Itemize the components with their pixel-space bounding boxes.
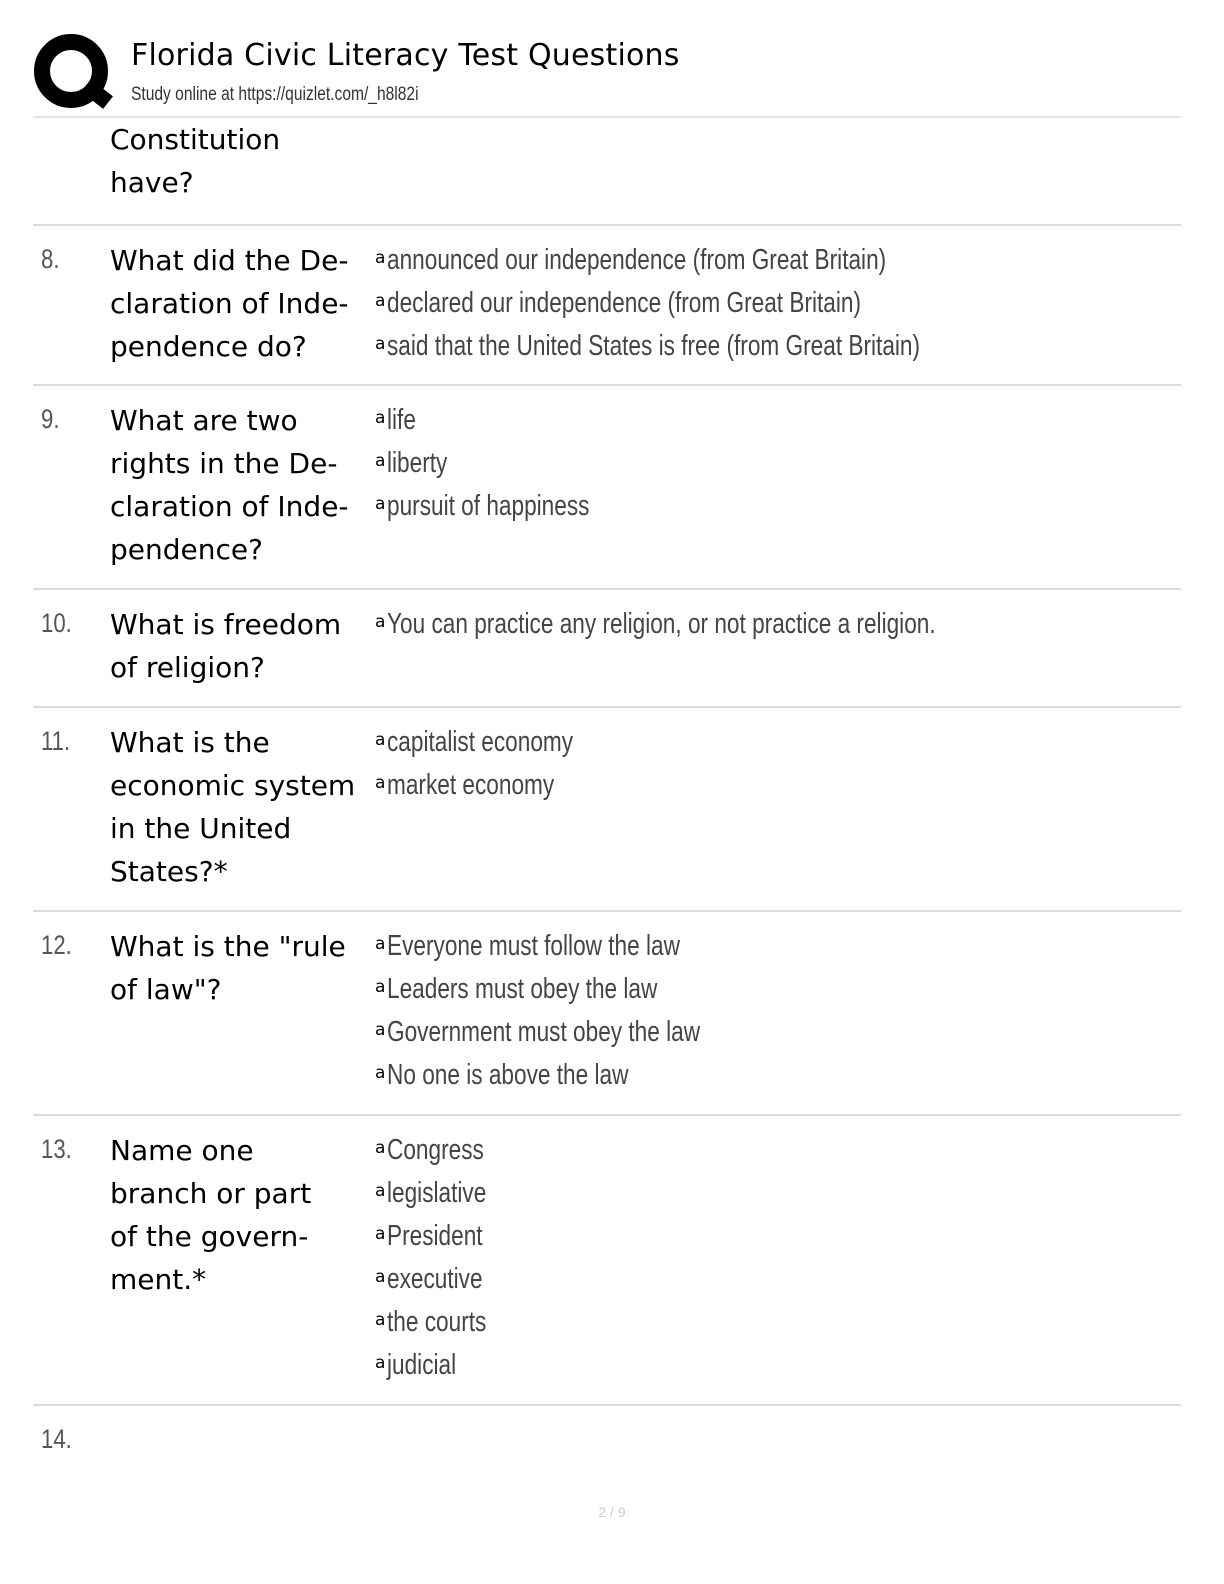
page-title: Florida Civic Literacy Test Questions — [131, 38, 680, 73]
flashcard-row — [33, 386, 1181, 590]
answer-item: aexecutive — [375, 1258, 1175, 1301]
term-line: Constitution — [110, 123, 281, 156]
flashcard-row — [33, 1116, 1181, 1406]
bullet-marker: a — [375, 248, 386, 268]
page-header — [0, 0, 1224, 118]
bullet-marker: a — [375, 1063, 386, 1083]
definition-list — [375, 239, 1175, 368]
term-line: of law"? — [110, 973, 222, 1006]
answer-item: adeclared our independence (from Great Britain) — [375, 282, 1175, 325]
answer-item: acapitalist economy — [375, 721, 1175, 764]
term-line: pendence? — [110, 533, 263, 566]
answer-item: athe courts — [375, 1301, 1175, 1344]
bullet-marker: a — [375, 934, 386, 954]
answer-item: ajudicial — [375, 1344, 1175, 1387]
term-line: pendence do? — [110, 330, 307, 363]
bullet-marker: a — [375, 1020, 386, 1040]
answer-item: alegislative — [375, 1172, 1175, 1215]
term-line: What is the "rule — [110, 930, 346, 963]
term-line: branch or part — [110, 1177, 312, 1210]
answer-item: aNo one is above the law — [375, 1054, 1175, 1097]
term-text — [110, 925, 376, 1011]
answer-item: aannounced our independence (from Great Britain) — [375, 239, 1175, 282]
flashcard-row — [33, 590, 1181, 708]
answer-item: amarket economy — [375, 764, 1175, 807]
term-text — [110, 239, 376, 368]
bullet-marker: a — [375, 977, 386, 997]
answer-item: aCongress — [375, 1129, 1175, 1172]
bullet-marker: a — [375, 1224, 386, 1244]
term-line: of the govern- — [110, 1220, 309, 1253]
definition-list — [375, 721, 1175, 807]
answer-item: alife — [375, 399, 1175, 442]
card-number: 8. — [41, 244, 60, 274]
bullet-marker: a — [375, 1353, 386, 1373]
term-line: ment.* — [110, 1263, 207, 1296]
answer-item: apursuit of happiness — [375, 485, 1175, 528]
flashcard-row — [33, 912, 1181, 1116]
bullet-marker: a — [375, 612, 386, 632]
quizlet-logo-icon — [33, 34, 113, 112]
term-text — [110, 721, 376, 893]
term-line: States?* — [110, 855, 228, 888]
flashcard-row — [33, 1406, 1181, 1476]
definition-list — [375, 399, 1175, 528]
bullet-marker: a — [375, 730, 386, 750]
card-number: 12. — [41, 930, 72, 960]
bullet-marker: a — [375, 334, 386, 354]
term-text — [110, 118, 376, 204]
term-line: claration of Inde- — [110, 490, 349, 523]
page-number: 2 / 9 — [598, 1504, 626, 1520]
answer-item: asaid that the United States is free (from Great Britain) — [375, 325, 1175, 368]
flashcard-row — [33, 226, 1181, 386]
term-line: What are two — [110, 404, 298, 437]
flashcard-list — [0, 118, 1224, 1476]
answer-item: aLeaders must obey the law — [375, 968, 1175, 1011]
bullet-marker: a — [375, 1181, 386, 1201]
answer-item: aGovernment must obey the law — [375, 1011, 1175, 1054]
term-text — [110, 1129, 376, 1301]
bullet-marker: a — [375, 1310, 386, 1330]
card-number: 14. — [41, 1424, 72, 1454]
term-line: Name one — [110, 1134, 254, 1167]
study-online-link[interactable]: Study online at https://quizlet.com/_h8l82i — [131, 84, 419, 105]
answer-item: aYou can practice any religion, or not practice a religion. — [375, 603, 1175, 646]
definition-list — [375, 1129, 1175, 1387]
card-number: 11. — [41, 726, 71, 756]
answer-item: aPresident — [375, 1215, 1175, 1258]
bullet-marker: a — [375, 451, 386, 471]
term-line: What is the — [110, 726, 270, 759]
flashcard-row — [33, 708, 1181, 912]
term-line: of religion? — [110, 651, 265, 684]
answer-item: aliberty — [375, 442, 1175, 485]
bullet-marker: a — [375, 494, 386, 514]
term-line: in the United — [110, 812, 292, 845]
bullet-marker: a — [375, 1138, 386, 1158]
term-line: claration of Inde- — [110, 287, 349, 320]
term-line: have? — [110, 166, 194, 199]
bullet-marker: a — [375, 291, 386, 311]
flashcard-row — [33, 118, 1181, 226]
bullet-marker: a — [375, 773, 386, 793]
bullet-marker: a — [375, 1267, 386, 1287]
card-number: 10. — [41, 608, 72, 638]
term-text — [110, 603, 376, 689]
term-text — [110, 399, 376, 571]
card-number: 13. — [41, 1134, 72, 1164]
term-line: What is freedom — [110, 608, 342, 641]
definition-list — [375, 603, 1175, 646]
answer-item: aEveryone must follow the law — [375, 925, 1175, 968]
term-line: economic system — [110, 769, 356, 802]
bullet-marker: a — [375, 408, 386, 428]
term-line: rights in the De- — [110, 447, 338, 480]
card-number: 9. — [41, 404, 60, 434]
term-line: What did the De- — [110, 244, 349, 277]
definition-list — [375, 925, 1175, 1097]
